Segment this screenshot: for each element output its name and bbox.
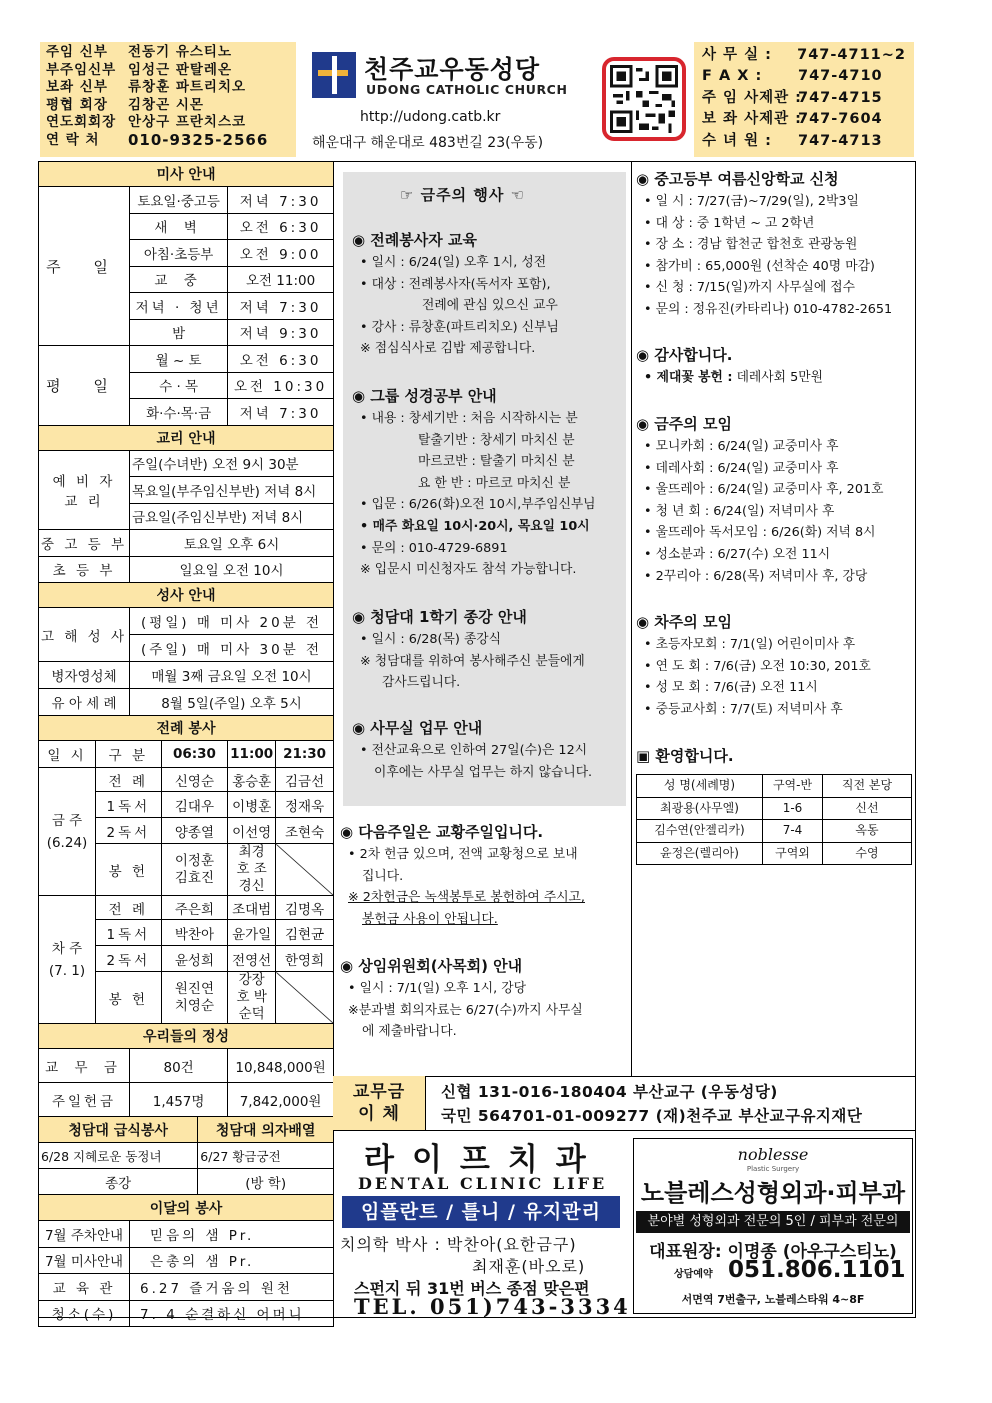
mass-time: 오전 10:30 — [228, 372, 334, 399]
event-heading: ◉ 차주의 모임 — [636, 613, 732, 631]
staff-directory — [40, 42, 296, 157]
doctrine-group: 중 고 등 부 — [39, 530, 130, 557]
mass-name: 교 중 — [130, 266, 228, 293]
mass-title: 미사 안내 — [39, 162, 334, 187]
mass-name: 화·수·목·금 — [130, 399, 228, 426]
event-item: 마르코반 : 탈출기 마치신 분 — [418, 454, 575, 470]
sacrament-time: 매월 3째 금요일 오전 10시 — [130, 662, 334, 689]
event-office-notice — [352, 716, 592, 783]
mass-name: 밤 — [130, 319, 228, 346]
clinic-desc: 분야별 성형외과 전문의 5인 / 피부과 전문의 — [636, 1211, 910, 1233]
event-item: • 연 도 회 : 7/6(금) 오전 10:30, 201호 — [644, 658, 871, 674]
event-item-lead: • 내용 : 창세기반 : 처음 시작하시는 분 — [360, 411, 578, 426]
welcome-area: 1-6 — [763, 797, 823, 820]
server: 원진연 치영순 — [161, 972, 227, 1024]
liturgy-head: 구 분 — [96, 741, 162, 768]
event-item: • 일시 : 6/24(일) 오후 1시, 성전 — [360, 255, 547, 270]
contact-numbers — [694, 42, 914, 157]
welcome-section — [636, 744, 912, 865]
contact-label: 주 임 사제관 : — [702, 89, 802, 106]
event-item: • 성 모 회 : 7/6(금) 오전 11시 — [644, 680, 818, 696]
welcome-parish: 수영 — [823, 842, 912, 865]
event-item: • 문의 : 010-4729-6891 — [360, 540, 508, 556]
sunday-label: 주 일 — [39, 187, 130, 346]
monthly-group: 7. 4 순결하신 어머니 — [130, 1300, 334, 1327]
mass-time: 저녁 7:30 — [228, 293, 334, 320]
weekday-label: 평 일 — [39, 346, 130, 426]
offering-type: 주일헌금 — [39, 1083, 130, 1117]
week-label — [39, 768, 96, 896]
event-item: • 청 년 회 : 6/24(일) 저녁미사 후 — [644, 503, 835, 519]
server: 이선영 — [228, 818, 276, 844]
event-bible-study — [352, 384, 596, 581]
event-item: 이후에는 사무실 업무는 하지 않습니다. — [374, 764, 593, 780]
server: 홍승훈 — [228, 768, 276, 792]
event-item: • 대상 : 전례봉사자(독서자 포함), — [360, 276, 551, 292]
dental-doctor: 치의학 박사 : 박찬아(요한금구) — [340, 1235, 577, 1254]
bank-label-line: 교무금 — [352, 1082, 406, 1102]
role: 2독서 — [96, 818, 162, 844]
staff-name: 임성근 판탈레온 — [128, 61, 232, 78]
this-week-meetings — [636, 412, 883, 587]
event-heading: ▣ 환영합니다. — [636, 747, 734, 765]
staff-name: 전동기 유스티노 — [128, 44, 232, 60]
doctrine-time: 일요일 오전 10시 — [130, 556, 334, 583]
event-item: 봉헌금 사용이 안됩니다. — [362, 911, 498, 927]
qr-code-icon[interactable] — [602, 57, 686, 141]
contact-value: 747-7604 — [798, 111, 883, 128]
event-item: ※분과별 회의자료는 6/27(수)까지 사무실 — [348, 1002, 583, 1018]
event-item: • 매주 화요일 10시·20시, 목요일 10시 — [360, 518, 590, 534]
server: 김명옥 — [276, 896, 334, 920]
mass-time: 저녁 9:30 — [228, 319, 334, 346]
offering-title: 우리들의 정성 — [39, 1024, 334, 1049]
welcome-area: 구역외 — [763, 842, 823, 865]
event-item: ※ 점심식사로 김밥 제공합니다. — [360, 341, 536, 357]
dental-name: 라이프치과 — [364, 1142, 604, 1178]
contact-label: 사 무 실 : — [702, 47, 772, 63]
doctrine-group: 초 등 부 — [39, 556, 130, 583]
server: 윤성희 — [161, 946, 227, 972]
event-heading: ◉ 사무실 업무 안내 — [352, 719, 483, 737]
staff-role: 연 락 처 — [46, 131, 100, 148]
sacrament-time: 8월 5일(주일) 오후 5시 — [130, 689, 334, 716]
monthly-group: 은총의 샘 Pr. — [130, 1247, 334, 1274]
church-name-ko: 천주교우동성당 — [364, 55, 541, 84]
event-heading: ◉ 상임위원회(사목회) 안내 — [340, 957, 523, 975]
server: 신영순 — [161, 768, 227, 792]
server: 강장호 박순덕 — [228, 972, 276, 1024]
role: 1독서 — [96, 920, 162, 946]
welcome-name: 김수연(안젤리카) — [637, 820, 763, 843]
sacrament-name: 병자영성체 — [39, 662, 130, 689]
bank-label-line: 이 체 — [358, 1104, 400, 1124]
role: 1독서 — [96, 792, 162, 818]
mass-name: 월 ~ 토 — [130, 346, 228, 373]
doctrine-title: 교리 안내 — [39, 425, 334, 450]
server: 이정훈 김효진 — [161, 844, 227, 896]
prep-class: 주일(수녀반) 오전 9시 30분 — [130, 450, 334, 477]
dental-location: 스펀지 뒤 31번 버스 종점 맞은편 — [354, 1279, 590, 1298]
welcome-head: 성 명(세례명) — [637, 775, 763, 798]
contact-label: 수 녀 원 : — [702, 132, 772, 149]
event-heading: ◉ 전례봉사자 교육 — [352, 231, 477, 249]
contact-label: F A X : — [702, 68, 763, 85]
server: 이병훈 — [228, 792, 276, 818]
offering-count: 1,457명 — [130, 1083, 228, 1117]
staff-phone: 010-9325-2566 — [128, 130, 269, 149]
clinic-brand-logo: noblesse — [737, 1145, 809, 1164]
mass-name: 새 벽 — [130, 213, 228, 240]
offering-amount: 10,848,000원 — [228, 1049, 334, 1083]
monthly-role: 청소(수) — [39, 1300, 130, 1327]
prep-class: 금요일(주임신부반) 저녁 8시 — [130, 503, 334, 530]
event-item: 집니다. — [362, 868, 404, 884]
event-item: • 울뜨레아 : 6/24(일) 교중미사 후, 201호 — [644, 482, 884, 498]
cross-logo-icon — [312, 52, 356, 98]
event-item: • 중등교사회 : 7/7(토) 저녁미사 후 — [644, 701, 843, 717]
mass-time: 오전 6:30 — [228, 346, 334, 373]
dental-phone: TEL. 051)743-3334 — [354, 1294, 631, 1319]
event-item: • 문의 : 정유진(카타리나) 010-4782-2651 — [644, 301, 893, 317]
dental-doctor: 최재훈(바오로) — [472, 1257, 586, 1276]
sacrament-name: 유 아 세 례 — [39, 689, 130, 716]
liturgy-head: 일 시 — [39, 741, 96, 768]
event-item: • 데레사회 : 6/24(일) 교중미사 후 — [644, 460, 839, 476]
liturgy-title: 전례 봉사 — [39, 716, 334, 741]
confession-time: (평일) 매 미사 20분 전 — [130, 608, 334, 635]
church-url[interactable]: http://udong.catb.kr — [360, 109, 501, 125]
event-item: 에 제출바랍니다. — [362, 1024, 457, 1040]
welcome-parish: 옥동 — [823, 820, 912, 843]
monthly-role: 7월 주차안내 — [39, 1221, 130, 1248]
youth-cell: 종강 — [39, 1169, 198, 1195]
sacrament-title: 성사 안내 — [39, 583, 334, 608]
server: 김대우 — [161, 792, 227, 818]
clinic-call-label: 상담예약 — [674, 1269, 713, 1280]
server: 정재욱 — [276, 792, 334, 818]
clinic-ad — [633, 1138, 913, 1314]
mass-name: 아침·초등부 — [130, 240, 228, 267]
church-logo — [312, 52, 612, 110]
event-liturgy-training — [352, 228, 559, 360]
mass-time: 오전 6:30 — [228, 213, 334, 240]
event-heading: ◉ 청담대 1학기 종강 안내 — [352, 608, 527, 626]
thanks-section — [636, 343, 823, 389]
next-week-meetings — [636, 610, 871, 720]
event-item: • 일시 : 7/1(일) 오후 1시, 강당 — [348, 981, 526, 996]
event-item: • 신 청 : 7/15(일)까지 사무실에 접수 — [644, 280, 855, 296]
event-item: • 모니카회 : 6/24(일) 교중미사 후 — [644, 439, 839, 454]
bank-transfer — [333, 1076, 916, 1130]
clinic-brand-sub: Plastic Surgery — [746, 1165, 800, 1173]
mass-time: 오전 11:00 — [228, 266, 334, 293]
week-name: 차 주 — [51, 940, 83, 957]
event-item: • 참가비 : 65,000원 (선착순 40명 마감) — [644, 258, 875, 274]
staff-name: 류창훈 파트리치오 — [128, 79, 247, 96]
staff-role: 평협 회장 — [46, 96, 108, 113]
left-info-table — [38, 161, 334, 1327]
event-item: • 전산교육으로 인하여 27일(수)은 12시 — [360, 743, 588, 758]
server: 윤가일 — [228, 920, 276, 946]
event-heading: ◉ 다음주일은 교황주일입니다. — [340, 823, 544, 841]
staff-role: 부주임신부 — [46, 61, 117, 78]
liturgy-head: 21:30 — [276, 741, 334, 768]
mass-time: 오전 9:00 — [228, 240, 334, 267]
welcome-name: 최광용(사무엘) — [637, 797, 763, 820]
youth-cell: 6/27 황금궁전 — [198, 1143, 334, 1169]
event-item — [636, 367, 823, 389]
event-item: • 강사 : 류창훈(파트리치오) 신부님 — [360, 319, 559, 335]
youth-cell: 6/28 지혜로운 동정녀 — [39, 1143, 198, 1169]
event-item: 요 한 반 : 마르코 마치신 분 — [418, 475, 571, 491]
confession-label: 고 해 성 사 — [39, 608, 130, 662]
offering-count: 80건 — [130, 1049, 228, 1083]
server: 주은희 — [161, 896, 227, 920]
welcome-head: 구역-반 — [763, 775, 823, 798]
event-item: • 초등자모회 : 7/1(일) 어린이미사 후 — [644, 637, 856, 652]
clinic-phone: 051.806.1101 — [728, 1257, 906, 1283]
church-name-en: UDONG CATHOLIC CHURCH — [366, 82, 568, 97]
event-papal-sunday — [340, 820, 585, 930]
event-item: • 성소분과 : 6/27(수) 오전 11시 — [644, 546, 831, 562]
youth-chair-title: 청담대 의자배열 — [198, 1117, 334, 1143]
event-item: • 2차 헌금 있으며, 전액 교황청으로 보내 — [348, 847, 578, 862]
bank-label — [333, 1076, 425, 1130]
dental-services: 임플란트 / 틀니 / 유지관리 — [342, 1196, 620, 1228]
server: 양종열 — [161, 818, 227, 844]
contact-value: 747-4713 — [798, 132, 883, 149]
event-heading: ◉ 감사합니다. — [636, 346, 733, 364]
event-item: 탈출기반 : 창세기 마치신 분 — [418, 432, 575, 448]
youth-cell: (방 학) — [198, 1169, 334, 1195]
clinic-address: 서면역 7번출구, 노블레스타워 4~8F — [681, 1293, 865, 1306]
weekly-events-title: ☞ 금주의 행사 ☜ — [400, 186, 526, 204]
offering-amount: 7,842,000원 — [228, 1083, 334, 1117]
role: 전 례 — [96, 768, 162, 792]
event-item: ※ 청담대를 위하여 봉사해주신 분들에게 — [360, 653, 585, 669]
event-item: • 일시 : 6/28(목) 종강식 — [360, 632, 502, 647]
server: 전영선 — [228, 946, 276, 972]
event-item: ※ 2차헌금은 녹색봉투로 봉헌하여 주시고, — [348, 890, 585, 906]
staff-role: 주임 신부 — [46, 44, 108, 60]
event-item: • 대 상 : 중 1학년 ~ 고 2학년 — [644, 215, 815, 231]
week-name: 금 주 — [51, 812, 83, 829]
event-item: ※ 입문시 미신청자도 참석 가능합니다. — [360, 562, 577, 578]
prep-label: 예 비 자 교 리 — [39, 450, 130, 530]
mass-name: 저녁 · 청년 — [130, 293, 228, 320]
server: 한영희 — [276, 946, 334, 972]
server: 김현균 — [276, 920, 334, 946]
event-item: • 장 소 : 경남 합천군 합천호 관광농원 — [644, 237, 858, 253]
server: 김금선 — [276, 768, 334, 792]
contact-value: 747-4710 — [798, 68, 883, 85]
welcome-area: 7-4 — [763, 820, 823, 843]
empty-cell — [276, 972, 334, 1024]
staff-name: 안상구 프란치스코 — [128, 114, 247, 131]
confession-time: (주일) 매 미사 30분 전 — [130, 635, 334, 662]
event-committee — [340, 954, 583, 1043]
mass-time: 저녁 7:30 — [228, 399, 334, 426]
prep-class: 목요일(부주임신부반) 저녁 8시 — [130, 477, 334, 504]
event-item: 전례에 관심 있으신 교우 — [422, 298, 558, 314]
monthly-group: 믿음의 샘 Pr. — [130, 1221, 334, 1248]
staff-role: 보좌 신부 — [46, 79, 108, 96]
welcome-head: 직전 본당 — [823, 775, 912, 798]
event-item: • 입문 : 6/26(화)오전 10시,부주임신부님 — [360, 497, 596, 513]
event-semester-end — [352, 605, 585, 694]
welcome-parish: 신선 — [823, 797, 912, 820]
clinic-name: 노블레스성형외과·피부과 — [640, 1179, 906, 1207]
dental-en-name: DENTAL CLINIC LIFE — [358, 1174, 608, 1193]
monthly-role: 교 육 관 — [39, 1274, 130, 1301]
event-heading: ◉ 중고등부 여름신앙학교 신청 — [636, 170, 839, 188]
contact-value: 747-4715 — [798, 89, 883, 106]
column-divider — [631, 161, 632, 1076]
church-address: 해운대구 해운대로 483번길 23(우동) — [312, 135, 544, 151]
event-item: • 2꾸리아 : 6/28(목) 저녁미사 후, 강당 — [644, 568, 868, 584]
monthly-role: 7월 미사안내 — [39, 1247, 130, 1274]
role: 2독서 — [96, 946, 162, 972]
empty-cell — [276, 844, 334, 896]
thanks-value: 데레사회 5만원 — [736, 370, 823, 385]
server: 조현숙 — [276, 818, 334, 844]
event-item — [352, 408, 596, 430]
offering-type: 교 무 금 — [39, 1049, 130, 1083]
liturgy-head: 06:30 — [161, 741, 227, 768]
summer-camp — [636, 167, 892, 321]
week-date: (6.24) — [46, 834, 88, 851]
staff-name: 김창곤 시몬 — [128, 96, 204, 113]
staff-role: 연도회회장 — [46, 114, 117, 131]
contact-label: 보 좌 사제관 : — [702, 111, 802, 128]
liturgy-head: 11:00 — [228, 741, 276, 768]
bank-account: 신협 131-016-180404 부산교구 (우동성당) — [441, 1083, 778, 1101]
mass-time: 저녁 7:30 — [228, 187, 334, 214]
role: 봉 헌 — [96, 844, 162, 896]
contact-value: 747-4711~2 — [797, 47, 906, 63]
clinic-director: 대표원장: 이명종 (아우구스티노) — [649, 1242, 897, 1262]
bank-account: 국민 564701-01-009277 (재)천주교 부산교구유지재단 — [441, 1107, 863, 1125]
dental-ad — [336, 1134, 631, 1319]
mass-name: 토요일·중고등 — [130, 187, 228, 214]
event-heading: ◉ 그룹 성경공부 안내 — [352, 387, 497, 405]
role: 봉 헌 — [96, 972, 162, 1024]
week-label — [39, 896, 96, 1024]
thanks-label: • 제대꽃 봉헌 : — [644, 370, 733, 385]
role: 전 례 — [96, 896, 162, 920]
mass-name: 수 · 목 — [130, 372, 228, 399]
monthly-group: 6.27 즐거움의 원천 — [130, 1274, 334, 1301]
event-item: • 울뜨레아 독서모임 : 6/26(화) 저녁 8시 — [644, 525, 876, 541]
doctrine-time: 토요일 오후 6시 — [130, 530, 334, 557]
server: 최경호 조경신 — [228, 844, 276, 896]
week-date: (7. 1) — [48, 962, 86, 979]
youth-meal-title: 청담대 급식봉사 — [39, 1117, 198, 1143]
event-heading: ◉ 금주의 모임 — [636, 415, 732, 433]
event-item: 감사드립니다. — [382, 675, 461, 691]
server: 조대범 — [228, 896, 276, 920]
welcome-table — [636, 774, 912, 865]
event-item: • 일 시 : 7/27(금)~7/29(일), 2박3일 — [644, 194, 859, 209]
monthly-title: 이달의 봉사 — [39, 1195, 334, 1221]
server: 박찬아 — [161, 920, 227, 946]
welcome-name: 윤정은(렐리아) — [637, 842, 763, 865]
